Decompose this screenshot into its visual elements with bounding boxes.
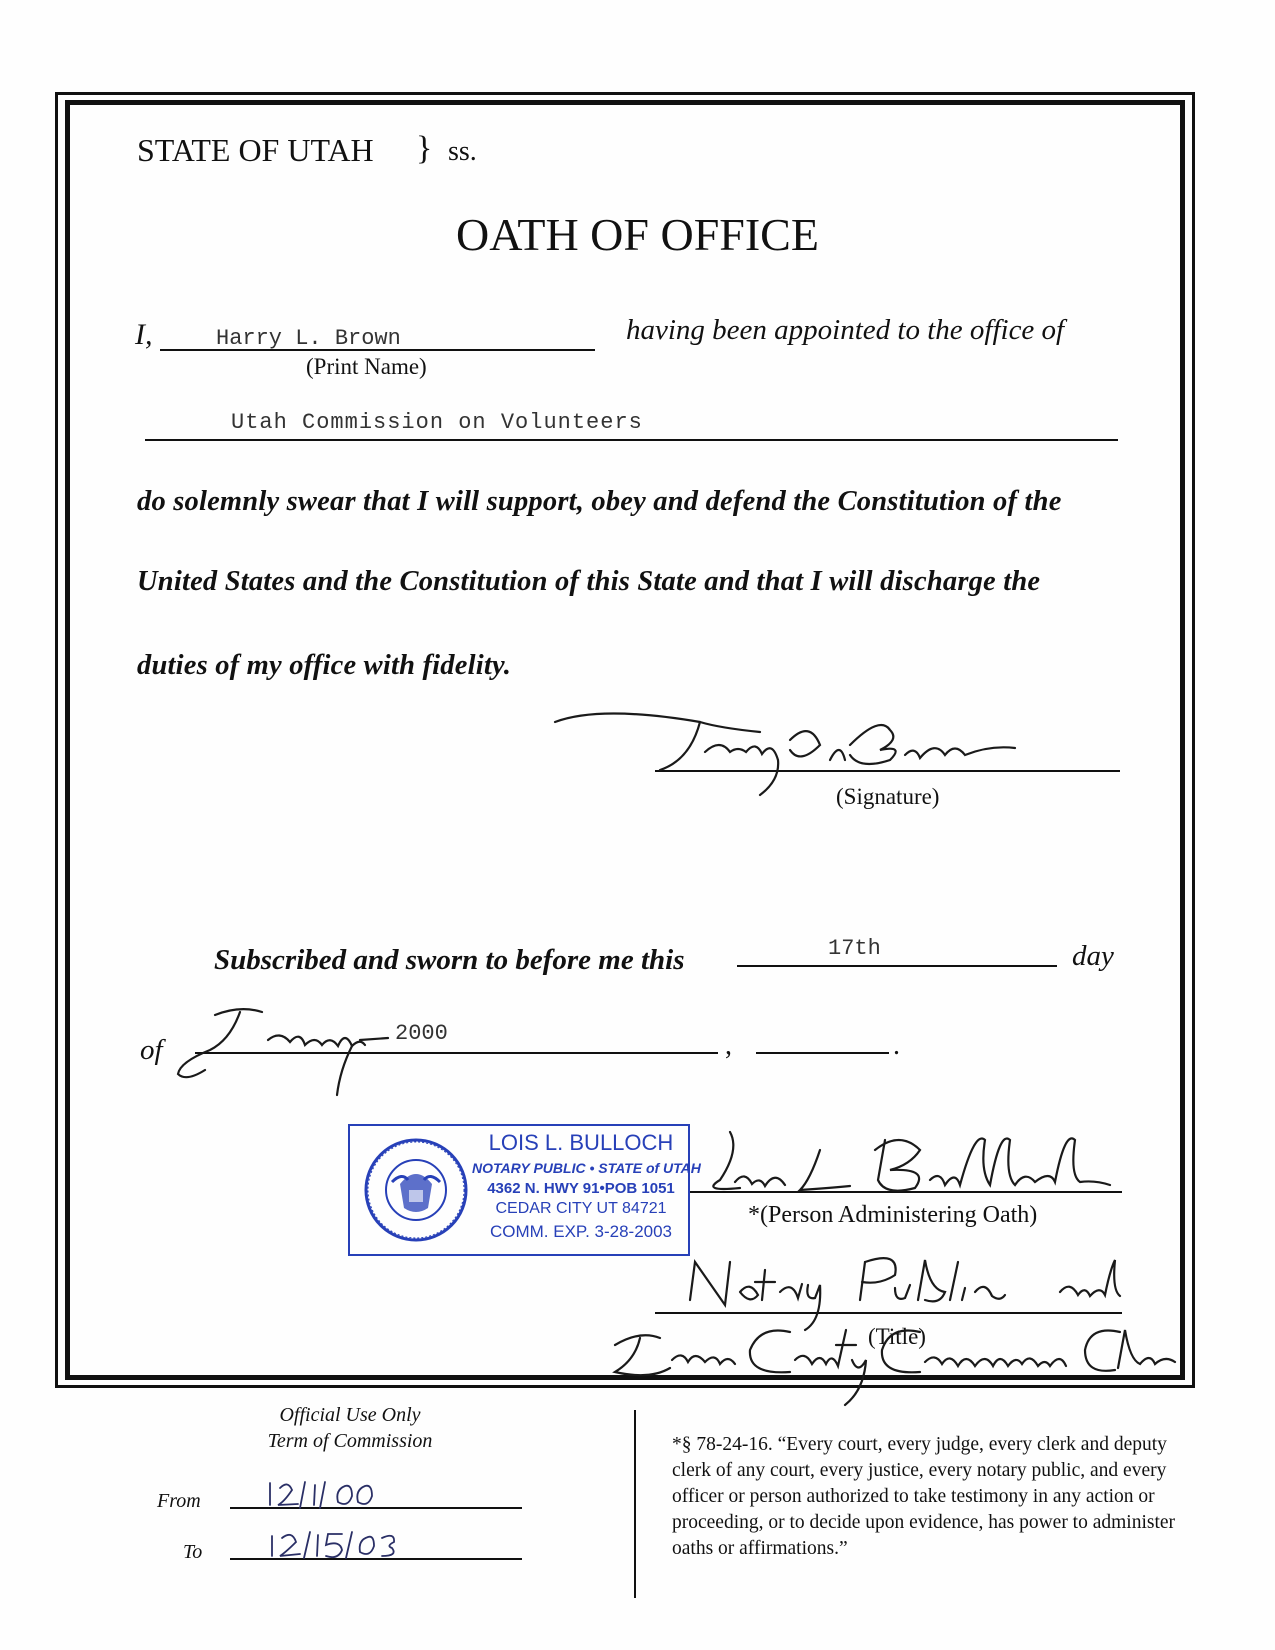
administering-label: *(Person Administering Oath) <box>748 1202 1038 1228</box>
term-dates-handwriting <box>270 1482 394 1558</box>
official-use-heading: Official Use Only <box>279 1404 421 1426</box>
official-divider <box>634 1410 636 1598</box>
from-line <box>230 1507 522 1509</box>
state-brace: } <box>416 130 433 167</box>
print-name-label: (Print Name) <box>306 354 427 379</box>
notary-name: LOIS L. BULLOCH <box>488 1130 674 1155</box>
state-seal-icon <box>362 1136 470 1244</box>
notary-stamp <box>348 1124 701 1256</box>
date-period: . <box>893 1030 900 1061</box>
ss-abbreviation: ss. <box>448 136 477 167</box>
month-line <box>195 1052 718 1054</box>
office-value: Utah Commission on Volunteers <box>231 410 643 435</box>
state-heading: STATE OF UTAH <box>137 132 374 168</box>
title-label: (Title) <box>868 1324 926 1349</box>
notary-address: 4362 N. HWY 91•POB 1051 <box>487 1180 675 1197</box>
to-line <box>230 1558 522 1560</box>
oath-line-2: United States and the Constitution of this State and that I will discharge the <box>137 566 1041 597</box>
document-title: OATH OF OFFICE <box>456 209 819 260</box>
oath-line-1: do solemnly swear that I will support, obey and defend the Constitution of the <box>137 486 1062 517</box>
office-line <box>145 439 1118 441</box>
oath-line-3: duties of my office with fidelity. <box>137 650 512 681</box>
day-value: 17th <box>828 936 881 961</box>
term-of-commission: Term of Commission <box>267 1430 433 1452</box>
notary-commission: NOTARY PUBLIC • STATE of UTAH <box>472 1160 701 1176</box>
notary-expiration: COMM. EXP. 3-28-2003 <box>489 1222 673 1241</box>
administering-signature-line <box>690 1191 1122 1193</box>
of-word: of <box>140 1034 163 1066</box>
year-value: 2000 <box>395 1021 448 1046</box>
statute-note: *§ 78-24-16. “Every court, every judge, every clerk and deputy clerk of any court, every justice, every notary public, and every officer or person authorized to take testimony in any action or proceeding, or to decide upon evidence, has power to administer oaths or affirmations.” <box>672 1434 1176 1559</box>
appointed-text: having been appointed to the office of <box>626 314 1065 346</box>
title-line <box>655 1312 1122 1314</box>
signature-line <box>655 770 1120 772</box>
subscribed-text: Subscribed and sworn to before me this <box>214 944 685 976</box>
i-word: I, <box>135 318 153 351</box>
day-line <box>737 965 1057 967</box>
notary-city: CEDAR CITY UT 84721 <box>495 1200 667 1217</box>
signature-label: (Signature) <box>836 784 940 809</box>
print-name-value: Harry L. Brown <box>216 326 401 351</box>
to-label: To <box>183 1541 203 1563</box>
print-name-line <box>160 349 595 351</box>
day-word: day <box>1072 940 1114 972</box>
date-comma: , <box>725 1030 732 1061</box>
year-line <box>756 1052 889 1054</box>
from-label: From <box>157 1490 201 1512</box>
